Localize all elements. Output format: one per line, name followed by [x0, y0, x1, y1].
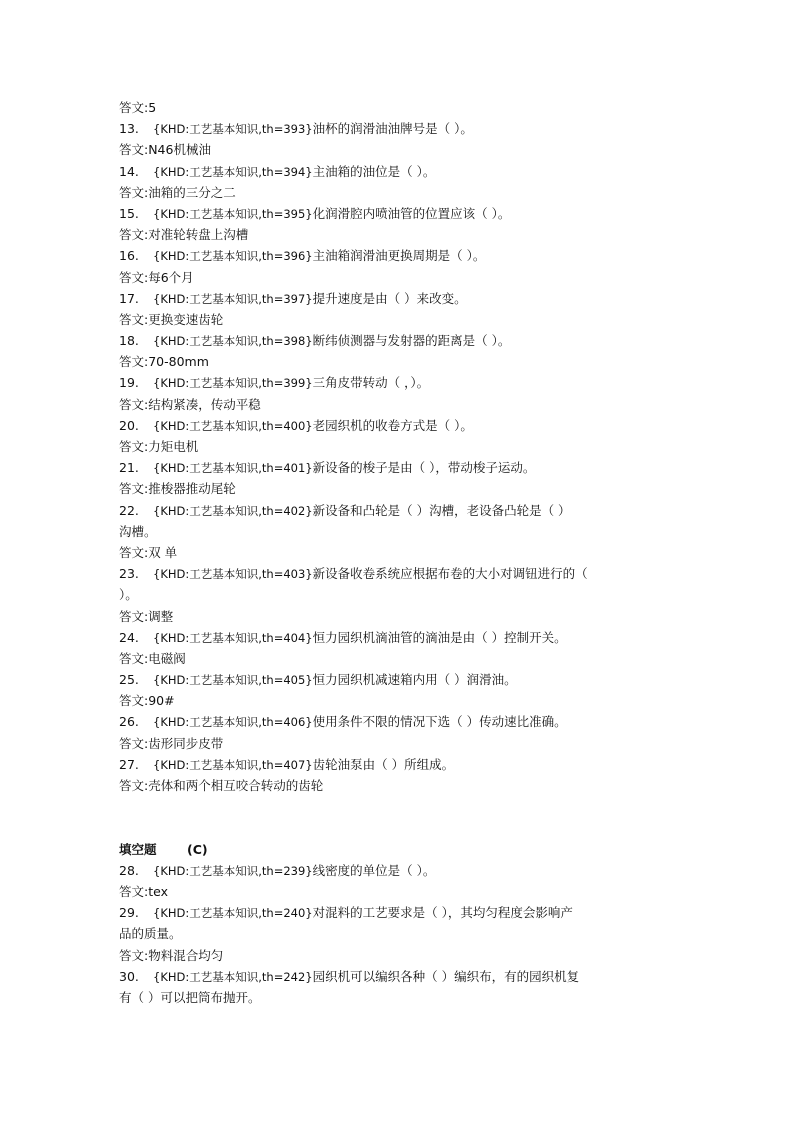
- question-continuation: 有（ ）可以把筒布抛开。: [119, 989, 261, 1005]
- question-text: 对混料的工艺要求是（ ），其均匀程度会影响产: [312, 905, 573, 921]
- question-number: 23.: [119, 566, 139, 582]
- question-text: 恒力园织机减速箱内用（ ）润滑油。: [312, 672, 517, 688]
- question-tag: {KHD:工艺基本知识,th=405}: [153, 673, 313, 688]
- question-number: 15.: [119, 205, 139, 221]
- answer-line: 答文:物料混合均匀: [119, 947, 224, 963]
- question-tag: {KHD:工艺基本知识,th=401}: [153, 461, 313, 476]
- question-tag: {KHD:工艺基本知识,th=393}: [153, 122, 313, 137]
- question-continuation: ）。: [119, 587, 138, 603]
- question-tag: {KHD:工艺基本知识,th=402}: [153, 503, 313, 518]
- question-line: [119, 330, 679, 351]
- question-number: 21.: [119, 460, 139, 476]
- answer-line: 答文:齿形同步皮带: [119, 735, 224, 751]
- question-text: 三角皮带转动（ ，）。: [312, 375, 430, 391]
- answer-line: 答文:调整: [119, 608, 174, 624]
- answer-line: 答文:更换变速齿轮: [119, 311, 224, 327]
- question-text: 提升速度是由（ ）来改变。: [312, 290, 467, 306]
- answer-line: 答文:5: [119, 100, 157, 115]
- question-text: 新设备收卷系统应根据布卷的大小对调钮进行的（: [312, 566, 588, 582]
- question-number: 26.: [119, 714, 139, 730]
- question-tag: {KHD:工艺基本知识,th=240}: [153, 906, 313, 921]
- question-text: 恒力园织机滴油管的滴油是由（ ）控制开关。: [312, 629, 567, 645]
- question-tag: {KHD:工艺基本知识,th=395}: [153, 206, 313, 221]
- question-line: [119, 415, 679, 436]
- question-text: 新设备和凸轮是（ ）沟槽，老设备凸轮是（ ）: [312, 502, 571, 518]
- answer-line: 答文:每6个月: [119, 269, 194, 285]
- question-line: [119, 457, 679, 478]
- answer-line: 答文:70-80mm: [119, 354, 209, 370]
- question-tag: {KHD:工艺基本知识,th=396}: [153, 249, 313, 264]
- question-tag: {KHD:工艺基本知识,th=399}: [153, 376, 313, 391]
- question-number: 13.: [119, 121, 139, 137]
- question-tag: {KHD:工艺基本知识,th=403}: [153, 567, 313, 582]
- question-tag: {KHD:工艺基本知识,th=239}: [153, 863, 313, 878]
- question-number: 17.: [119, 290, 139, 306]
- question-tag: {KHD:工艺基本知识,th=242}: [153, 969, 313, 984]
- question-text: 使用条件不限的情况下选（ ）传动速比准确。: [312, 714, 567, 730]
- question-text: 老园织机的收卷方式是（ ）。: [312, 417, 473, 433]
- question-line: [119, 118, 679, 139]
- answer-line: 答文:双 单: [119, 544, 178, 560]
- question-text: 主油箱润滑油更换周期是（ ）。: [312, 248, 486, 264]
- question-number: 24.: [119, 629, 139, 645]
- question-text: 主油箱的油位是（ ）。: [312, 163, 436, 179]
- question-text: 化润滑腔内喷油管的位置应该（ ）。: [312, 205, 511, 221]
- answer-line: 答文:电磁阀: [119, 650, 186, 666]
- question-line: [119, 161, 679, 182]
- question-text: 断纬侦测器与发射器的距离是（ ）。: [312, 333, 511, 349]
- section-spacer: [119, 796, 679, 838]
- question-tag: {KHD:工艺基本知识,th=398}: [153, 334, 313, 349]
- question-text: 线密度的单位是（ ）。: [312, 862, 436, 878]
- answer-line: 答文:力矩电机: [119, 439, 199, 454]
- answer-line: 答文:90#: [119, 693, 175, 709]
- question-number: 22.: [119, 502, 139, 518]
- question-line: [119, 754, 679, 775]
- question-number: 16.: [119, 248, 139, 264]
- question-list-bottom: [119, 860, 679, 1008]
- answer-line: 答文:N46机械油: [119, 142, 211, 158]
- question-continuation: 品的质量。: [119, 926, 182, 942]
- answer-line: 答文:tex: [119, 883, 168, 899]
- question-number: 29.: [119, 905, 139, 921]
- question-text: 新设备的梭子是由（ ），带动梭子运动。: [312, 460, 536, 476]
- question-tag: {KHD:工艺基本知识,th=397}: [153, 291, 313, 306]
- question-line: [119, 288, 679, 309]
- section-level: (C): [186, 841, 208, 857]
- question-line: [119, 902, 679, 923]
- document-content: [119, 97, 679, 1008]
- question-line: [119, 669, 679, 690]
- question-text: 齿轮油泵由（ ）所组成。: [312, 756, 455, 772]
- answer-line: 答文:对准轮转盘上沟槽: [119, 227, 249, 243]
- question-line: [119, 711, 679, 732]
- question-line: [119, 860, 679, 881]
- question-continuation: 沟槽。: [119, 523, 157, 539]
- question-line: [119, 627, 679, 648]
- question-line: [119, 563, 679, 584]
- question-number: 20.: [119, 417, 139, 433]
- question-number: 18.: [119, 333, 139, 349]
- question-line: [119, 966, 679, 987]
- answer-line: 答文:结构紧凑，传动平稳: [119, 396, 261, 412]
- question-tag: {KHD:工艺基本知识,th=407}: [153, 757, 313, 772]
- section-heading: [119, 839, 679, 860]
- question-number: 19.: [119, 375, 139, 391]
- question-line: [119, 500, 679, 521]
- question-tag: {KHD:工艺基本知识,th=394}: [153, 164, 313, 179]
- question-number: 25.: [119, 672, 139, 688]
- section-title: 填空题: [119, 841, 157, 857]
- question-tag: {KHD:工艺基本知识,th=404}: [153, 630, 313, 645]
- question-number: 28.: [119, 862, 139, 878]
- question-number: 27.: [119, 756, 139, 772]
- question-number: 30.: [119, 968, 139, 984]
- question-text: 油杯的润滑油油牌号是（ ）。: [312, 121, 473, 137]
- question-text: 园织机可以编织各种（ ）编织布，有的园织机复: [312, 968, 580, 984]
- question-tag: {KHD:工艺基本知识,th=406}: [153, 715, 313, 730]
- question-line: [119, 245, 679, 266]
- answer-line: 答文:油箱的三分之二: [119, 184, 236, 200]
- question-number: 14.: [119, 163, 139, 179]
- question-tag: {KHD:工艺基本知识,th=400}: [153, 418, 313, 433]
- question-line: [119, 372, 679, 393]
- question-list-top: [119, 97, 679, 796]
- question-line: [119, 203, 679, 224]
- answer-line: 答文:推梭器推动尾轮: [119, 481, 236, 497]
- answer-line: 答文:壳体和两个相互咬合转动的齿轮: [119, 778, 324, 793]
